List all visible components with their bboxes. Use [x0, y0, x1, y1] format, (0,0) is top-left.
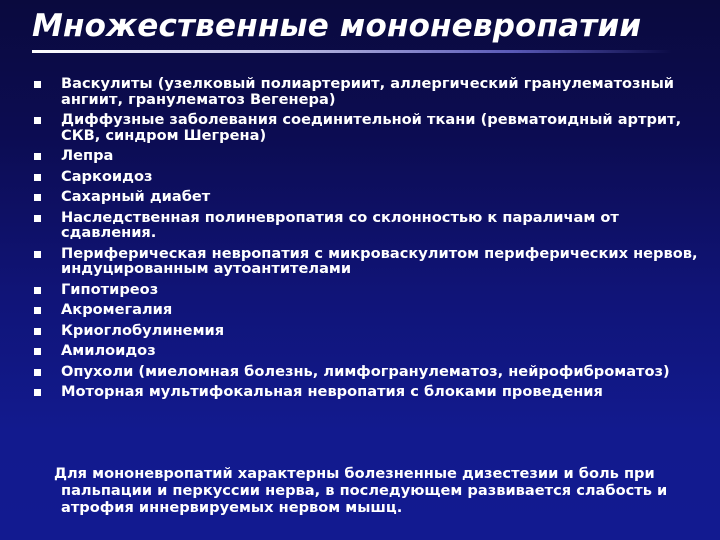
square-bullet-icon [34, 174, 41, 181]
square-bullet-icon [34, 81, 41, 88]
list-item [34, 364, 700, 380]
square-bullet-icon [34, 251, 41, 258]
square-bullet-icon [34, 194, 41, 201]
list-item-text: Акромегалия [61, 301, 173, 318]
title-underline [32, 50, 672, 53]
list-item-text: Моторная мультифокальная невропатия с блоками проведения [61, 383, 603, 400]
bullet-list [34, 76, 700, 405]
list-item [34, 76, 700, 107]
list-item [34, 282, 700, 298]
list-item-text: Наследственная полиневропатия со склонностью к параличам от сдавления. [61, 208, 619, 241]
list-item-text: Васкулиты (узелковый полиартериит, аллергический гранулематозный ангиит, гранулематоз Вегенера) [61, 75, 675, 108]
square-bullet-icon [34, 307, 41, 314]
list-item [34, 210, 700, 241]
list-item-text: Диффузные заболевания соединительной ткани (ревматоидный артрит, СКВ, синдром Шегрена) [61, 111, 682, 144]
list-item-text: Саркоидоз [61, 167, 153, 185]
list-item-text: Амилоидоз [61, 342, 156, 359]
list-item [34, 302, 700, 318]
list-item [34, 323, 700, 339]
square-bullet-icon [34, 328, 41, 335]
slide-title: Множественные мононевропатии [32, 8, 642, 44]
square-bullet-icon [34, 215, 41, 222]
list-item [34, 189, 700, 205]
list-item [34, 112, 700, 143]
list-item-text: Периферическая невропатия с микроваскулитом периферических нервов, индуцированным аутоантителами [61, 244, 698, 277]
square-bullet-icon [34, 117, 41, 124]
list-item-text: Опухоли (миеломная болезнь, лимфогранулематоз, нейрофиброматоз) [61, 362, 670, 380]
summary-paragraph [54, 465, 694, 516]
square-bullet-icon [34, 287, 41, 294]
list-item [34, 384, 700, 400]
square-bullet-icon [34, 153, 41, 160]
square-bullet-icon [34, 369, 41, 376]
square-bullet-icon [34, 348, 41, 355]
list-item [34, 343, 700, 359]
summary-text: Для мононевропатий характерны болезненные дизестезии и боль при пальпации и перкуссии нерва, в последующем развивается слабость и атрофия иннервируемых нервом мышц. [54, 465, 668, 516]
list-item [34, 148, 700, 164]
list-item-text: Лепра [61, 147, 114, 164]
list-item-text: Криоглобулинемия [61, 321, 225, 339]
list-item-text: Сахарный диабет [61, 188, 211, 205]
list-item [34, 169, 700, 185]
list-item-text: Гипотиреоз [61, 280, 159, 298]
square-bullet-icon [34, 389, 41, 396]
list-item [34, 246, 700, 277]
